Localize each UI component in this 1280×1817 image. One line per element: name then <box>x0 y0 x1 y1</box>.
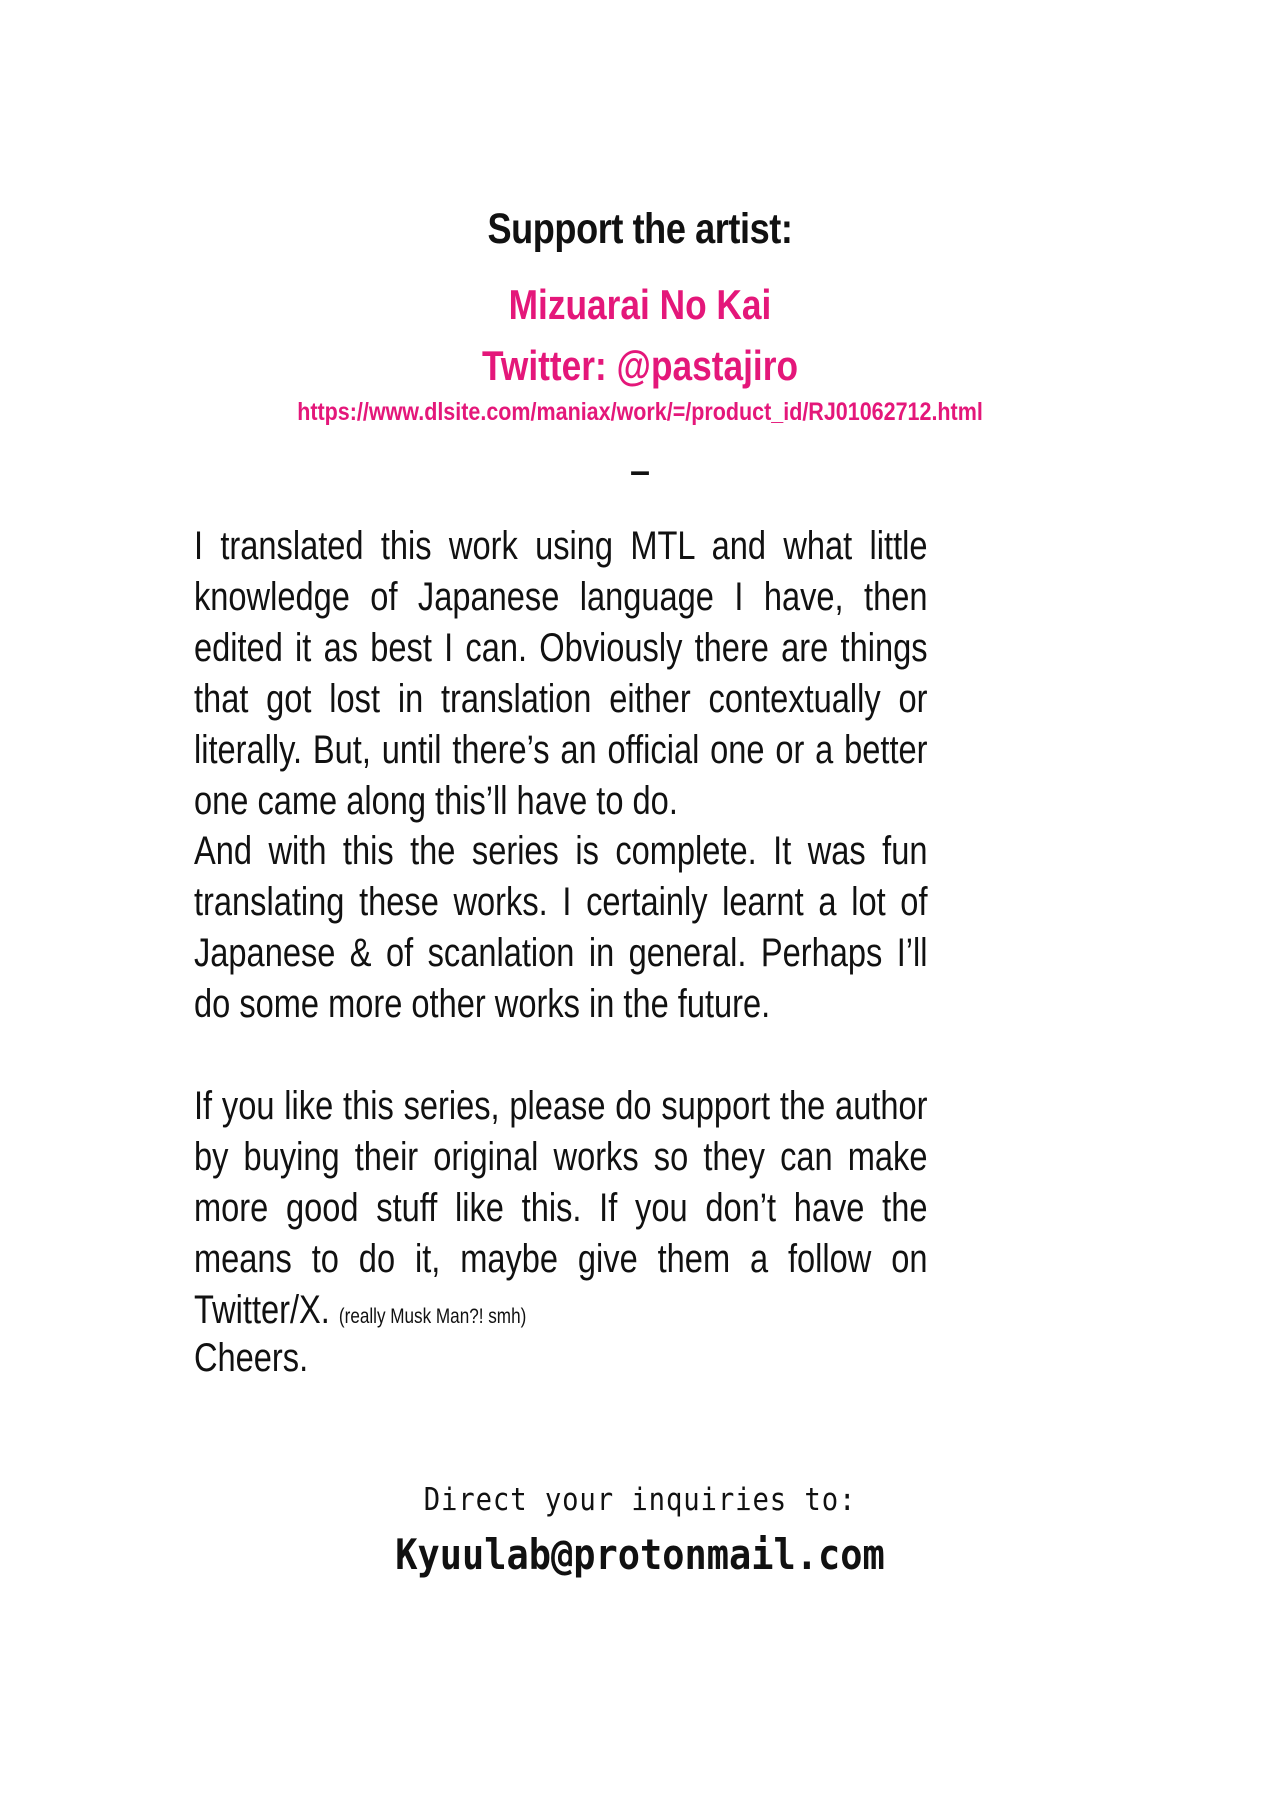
section-divider: – <box>629 450 651 491</box>
translation-note-paragraph: I translated this work using MTL and what little knowledge of Japanese language I have, then edited it as best I can. Obviously there are things that got lost in translation either contextually or literally. But, until there’s an official one or a better one came along this’ll have to do. <box>194 524 928 823</box>
artist-name: Mizuarai No Kai <box>508 281 772 328</box>
support-author-paragraph <box>194 1081 928 1342</box>
inquiry-label: Direct your inquiries to: <box>423 1482 857 1518</box>
artist-twitter-handle[interactable]: Twitter: @pastajiro <box>481 342 799 389</box>
support-heading: Support the artist: <box>487 205 793 253</box>
artist-store-link[interactable]: https://www.dlsite.com/maniax/work/=/product_id/RJ01062712.html <box>297 398 983 426</box>
series-complete-paragraph: And with this the series is complete. It was fun translating these works. I certainly learnt a lot of Japanese & of scanlation in general. Perhaps I’ll do some more other works in the future. <box>194 829 928 1026</box>
closing-text: Cheers. <box>194 1336 309 1380</box>
aside-note: (really Musk Man?! smh) <box>338 1305 527 1328</box>
support-author-text: If you like this series, please do support the author by buying their original works so they can make more good stuff like this. If you don’t have the means to do it, maybe give them a follow on Twitter/X. <box>194 1084 928 1332</box>
contact-email[interactable]: Kyuulab@protonmail.com <box>395 1530 885 1579</box>
